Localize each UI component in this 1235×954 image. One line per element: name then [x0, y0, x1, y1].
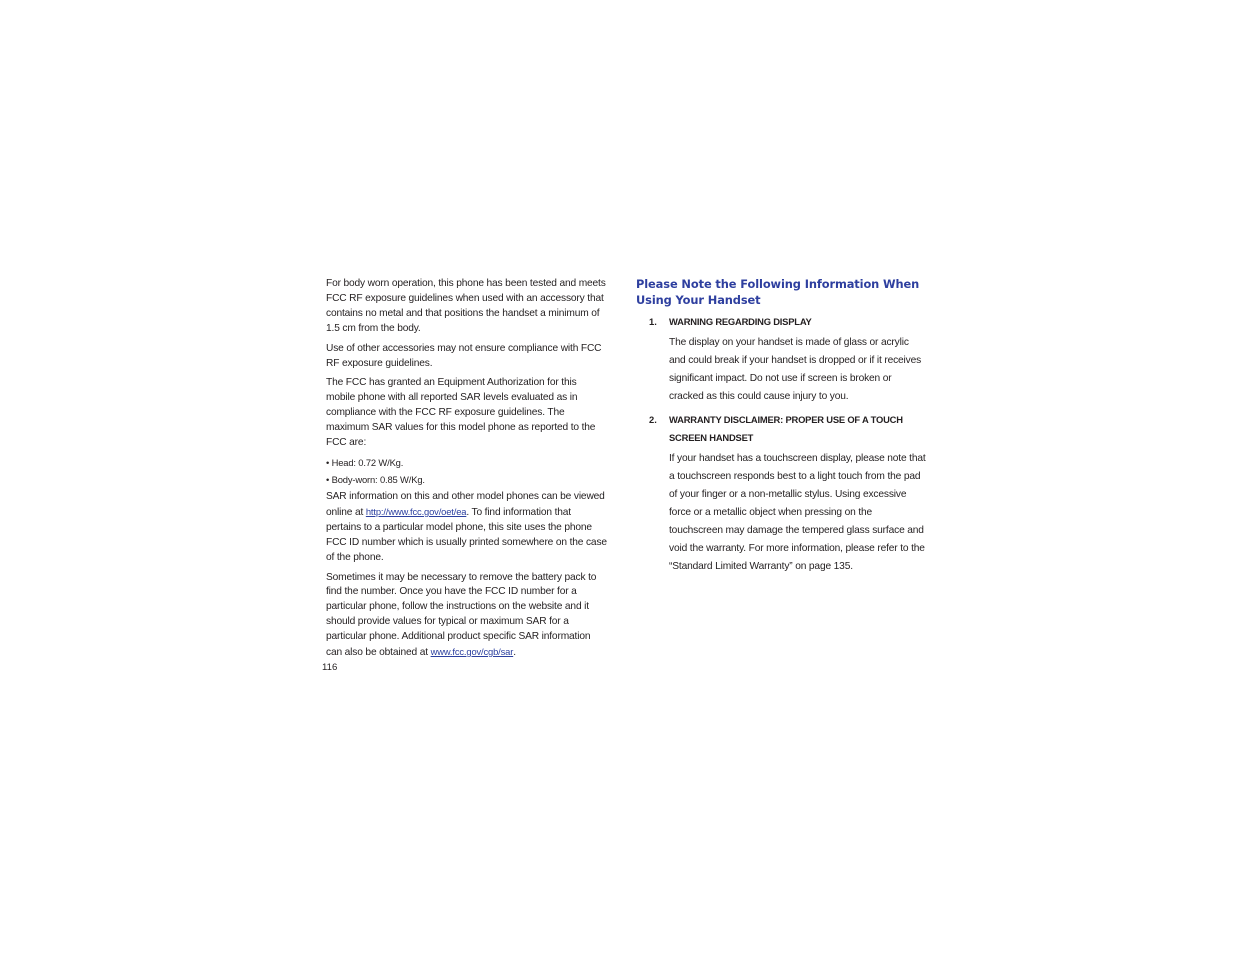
fcc-oet-ea-link[interactable]: http://www.fcc.gov/oet/ea — [365, 505, 467, 517]
battery-pack-text-end: . — [513, 647, 516, 659]
body-worn-paragraph: For body worn operation, this phone has been tested and meets FCC RF exposure guidelines when used with an accessory that contains no metal and that positions the handset a minimum of 1.5 cm from the body. — [326, 278, 606, 334]
sar-body-worn-bullet: • Body-worn: 0.85 W/Kg. — [326, 473, 425, 485]
item-body: If your handset has a touchscreen display, please note that a touchscreen responds best to a light touch from the pad of your finger or a non-metallic stylus. Using excessive force or a metallic object when pressing on the touchscreen may damage the tempered glass surface and void the warranty. For more information, please refer to the “Standard Limited Warranty” on page 135. — [669, 453, 926, 572]
item-title: WARRANTY DISCLAIMER: PROPER USE OF A TOUCH SCREEN HANDSET — [669, 414, 903, 443]
sar-info-text-end: . To find information that pertains to a particular model phone, this site uses the phone FCC ID number which is usually printed somewhere on the case of the phone. — [326, 506, 607, 563]
item-number: 1. — [649, 316, 657, 327]
battery-pack-paragraph — [326, 571, 608, 661]
left-column — [326, 277, 608, 666]
section-heading: Please Note the Following Information When Using Your Handset — [636, 277, 920, 307]
fcc-cgb-sar-link[interactable]: www.fcc.gov/cgb/sar — [430, 646, 514, 658]
page-number: 116 — [322, 662, 338, 673]
equipment-authorization-paragraph: The FCC has granted an Equipment Authorization for this mobile phone with all reported SAR levels evaluated as in compliance with the FCC RF exposure guidelines. The maximum SAR values for this model phone as reported to the FCC are: — [326, 377, 596, 449]
item-body: The display on your handset is made of glass or acrylic and could break if your handset is dropped or if it receives significant impact. Do not use if screen is broken or cracked as this could cause injury to you. — [669, 337, 922, 402]
list-item — [636, 411, 926, 576]
sar-info-text-start: SAR information on this and other model phones can be viewed online at — [326, 490, 605, 518]
right-column — [636, 276, 926, 576]
item-number: 2. — [649, 414, 657, 425]
item-title: WARNING REGARDING DISPLAY — [669, 316, 812, 327]
accessories-paragraph: Use of other accessories may not ensure compliance with FCC RF exposure guidelines. — [326, 342, 602, 369]
sar-info-paragraph — [326, 490, 608, 566]
list-item — [636, 313, 926, 406]
sar-head-bullet: • Head: 0.72 W/Kg. — [326, 456, 404, 468]
battery-pack-text-start: Sometimes it may be necessary to remove the battery pack to find the number. Once you have the FCC ID number for a particular phone, follow the instructions on the website and it should provide values for typical or maximum SAR for a particular phone. Additional product specific SAR information can also be obtained at — [326, 571, 597, 659]
